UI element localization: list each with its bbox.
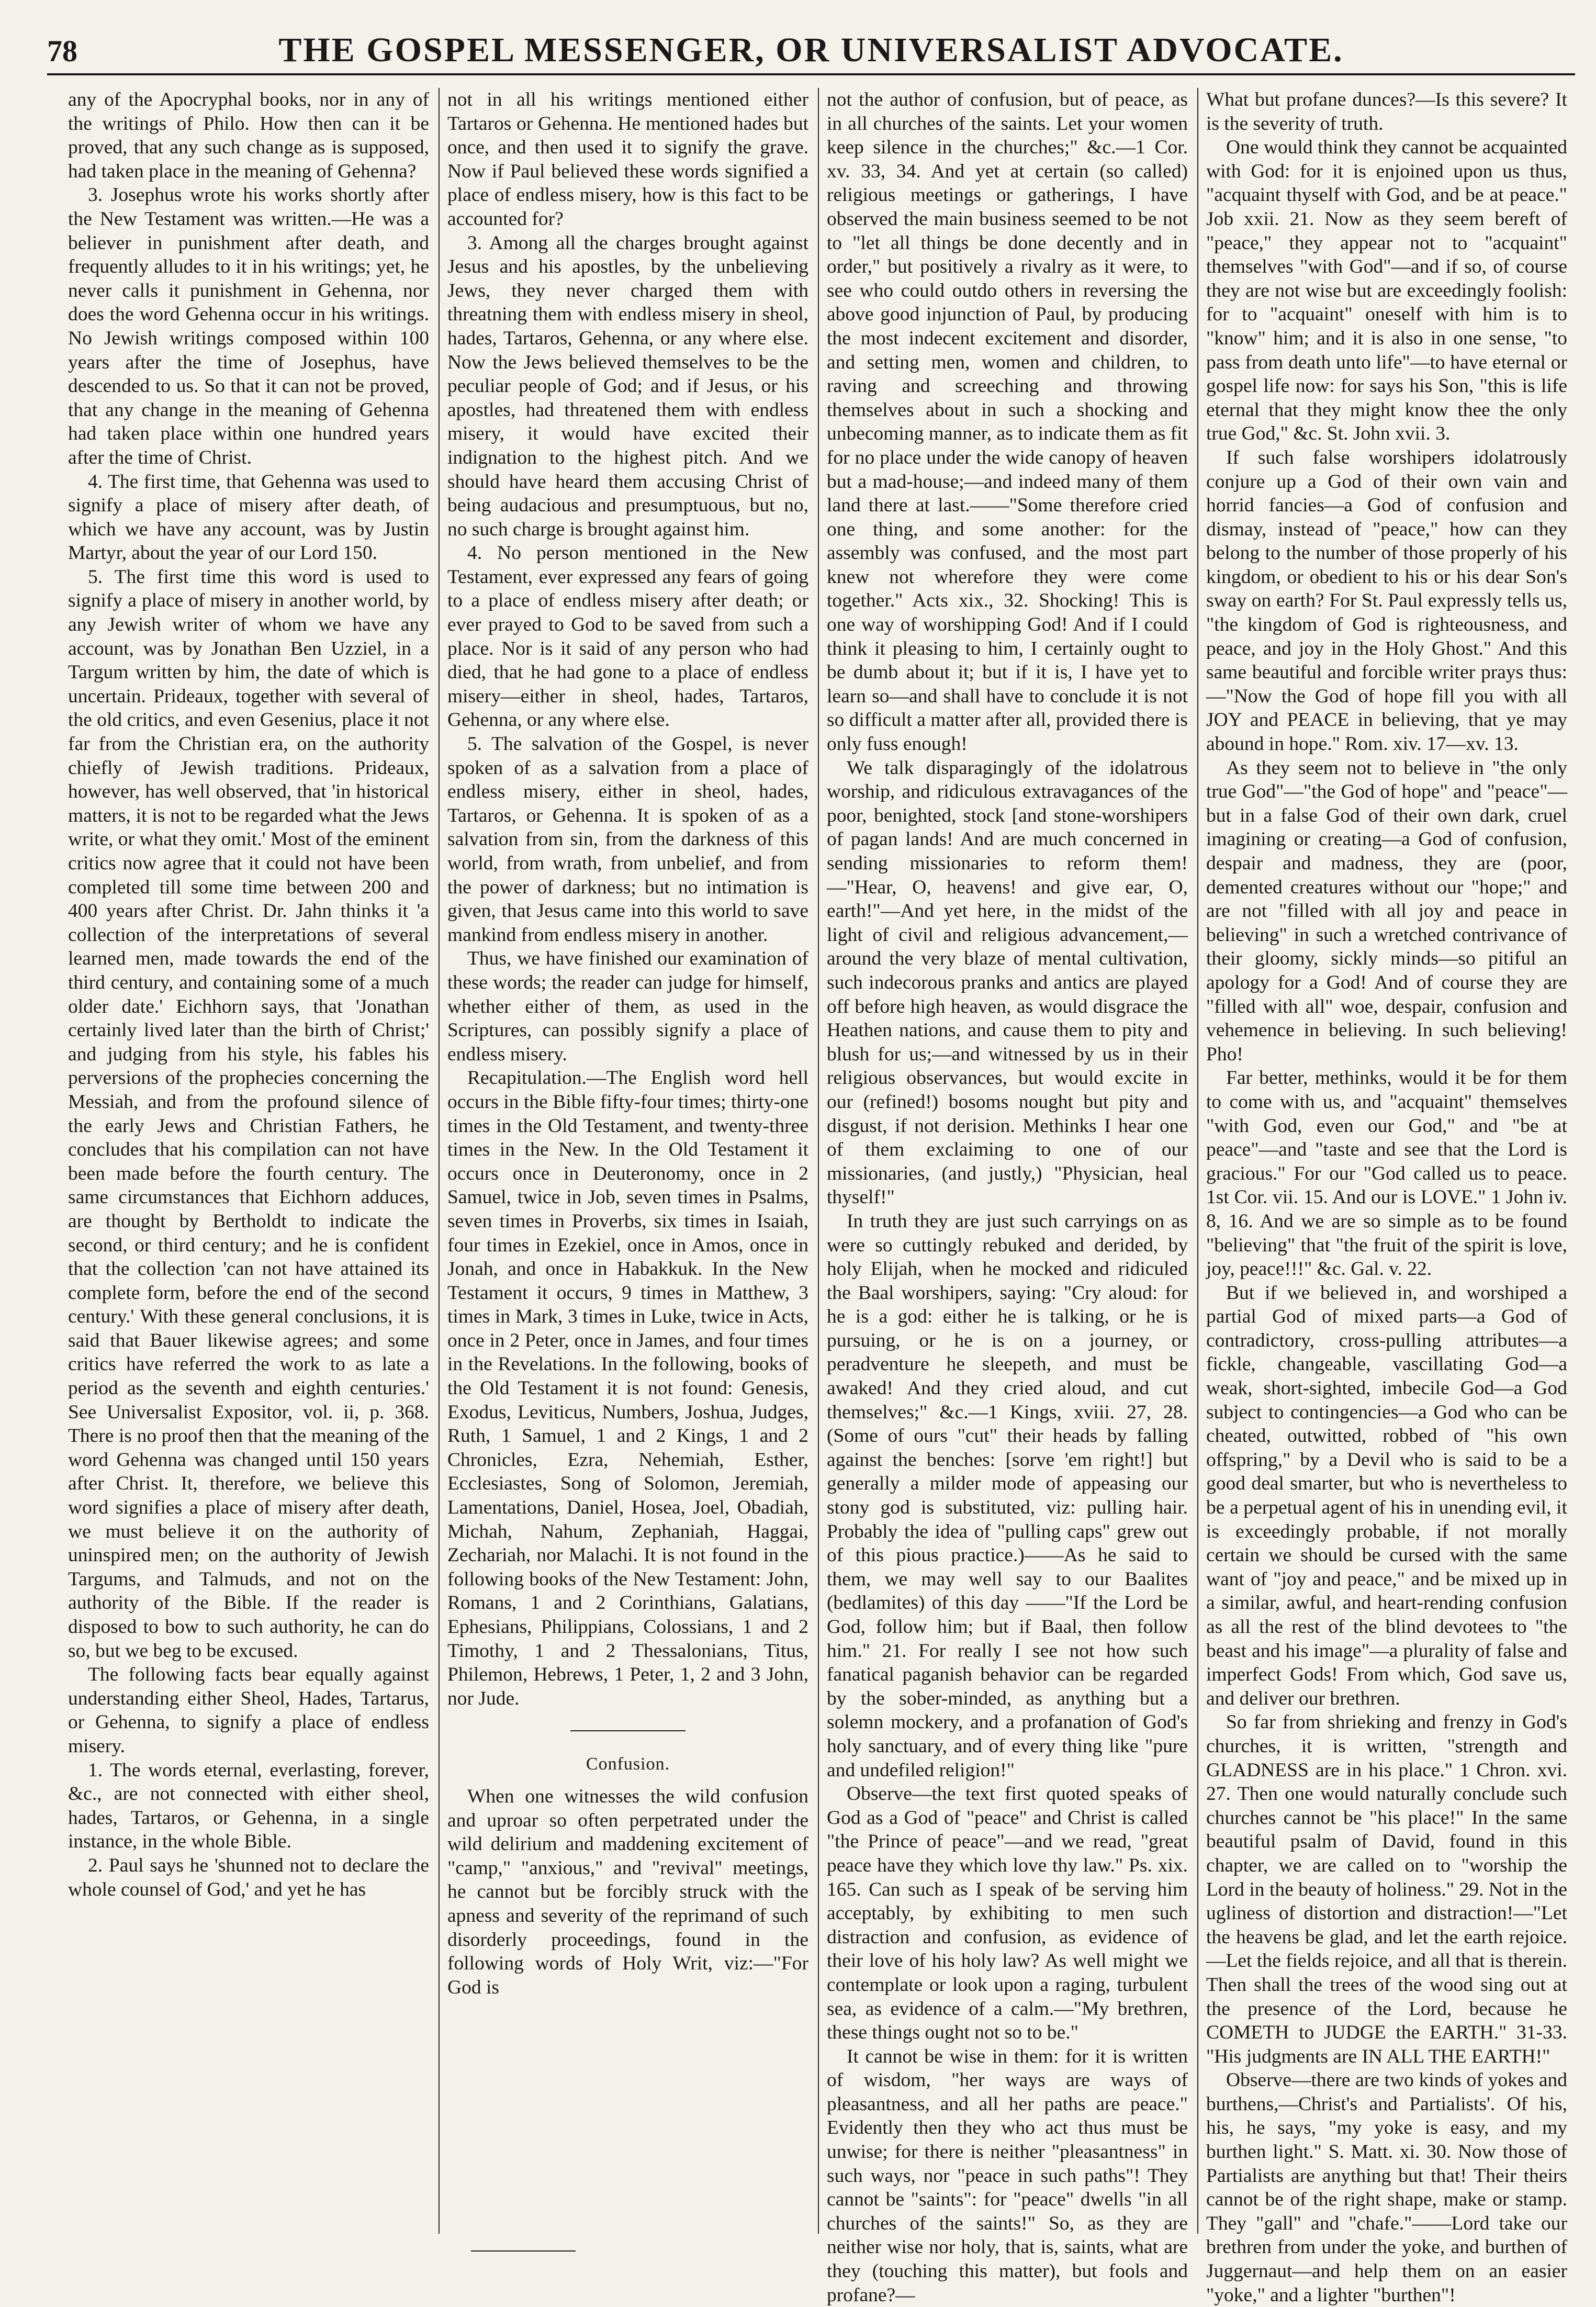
column-rule bbox=[439, 88, 440, 2234]
paragraph: Recapitulation.—The English word hell occurs in the Bible fifty-four times; thirty-one times in the Old Testament, and twenty-three times in the New. In the Old Testament it occurs once in Deuteronomy, once in 2 Samuel, twice in Job, seven times in Psalms, seven times in Proverbs, six times in Isaiah, four times in Ezekiel, once in Amos, once in Jonah, and once in Habakkuk. In the New Testament it occurs, 9 times in Matthew, 3 times in Mark, 3 times in Luke, twice in Acts, once in 2 Peter, once in James, and four times in the Revelations. In the following, books of the Old Testament it is not found: Genesis, Exodus, Leviticus, Numbers, Joshua, Judges, Ruth, 1 Samuel, 1 and 2 Kings, 1 and 2 Chronicles, Ezra, Nehemiah, Esther, Ecclesiastes, Song of Solomon, Jeremiah, Lamentations, Daniel, Hosea, Joel, Obadiah, Michah, Nahum, Zephaniah, Haggai, Zechariah, nor Malachi. It is not found in the following books of the New Testament: John, Romans, 1 and 2 Corinthians, Galatians, Ephesians, Philippians, Colossians, 1 and 2 Timothy, 1 and 2 Thessalonians, Titus, Philemon, Hebrews, 1 Peter, 1, 2 and 3 John, nor Jude. bbox=[447, 1067, 808, 1709]
column-2 bbox=[447, 88, 808, 2228]
page-header bbox=[47, 26, 1575, 75]
paragraph: 3. Among all the charges brought against Jesus and his apostles, by the unbelieving Jews, they never charged them with threatning them with endless misery in sheol, hades, Tartaros, Gehenna, or any where else. Now the Jews believed themselves to be the peculiar people of God; and if Jesus, or his apostles, had threatened them with endless misery, it would have excited their indignation to the highest pitch. And we should have heard them accusing Christ of being audacious and presumptuous, but no, no such charge is brought against him. bbox=[447, 232, 808, 540]
paragraph: It cannot be wise in them: for it is written of wisdom, "her ways are ways of pleasantness, and all her paths are peace." Evidently then they who act thus must be unwise; for there is neither "pleasantness" in such ways, nor "peace in such paths"! They cannot be "saints": for "peace" dwells "in all churches of the saints!" So, as they are neither wise nor holy, that is, saints, what are they (touching this matter), but fools and profane?— bbox=[827, 2045, 1188, 2306]
paragraph: 5. The first time this word is used to signify a place of misery in another world, by any Jewish writer of whom we have any account, was by Jonathan Ben Uzziel, in a Targum written by him, the date of which is uncertain. Prideaux, together with several of the old critics, and even Gesenius, place it not far from the Christian era, on the authority chiefly of Jewish traditions. Prideaux, however, has well observed, that 'in historical matters, it is not to be regarded what the Jews write, or what they omit.' Most of the eminent critics now agree that it could not have been completed till some time between 200 and 400 years after Christ. Dr. Jahn thinks it 'a collection of the interpretations of several learned men, made towards the end of the third century, and containing some of a much older date.' Eichhorn says, that 'Jonathan certainly lived later than the birth of Christ;' and judging from his style, his fables his perversions of the prophecies concerning the Messiah, and from the profound silence of the early Jews and Christian Fathers, he concludes that his compilation can not have been made before the fourth century. The same circumstances that Eichhorn adduces, are thought by Bertholdt to indicate the second, or third century; and he is confident that the collection 'can not have attained its complete form, before the end of the second century.' With these general conclusions, it is said that Bauer likewise agrees; and some critics have referred the work to as late a period as the seventh and eighth centuries.' See Universalist Expositor, vol. ii, p. 368. There is no proof then that the meaning of the word Gehenna was changed until 150 years after Christ. It, therefore, we believe this word signifies a place of misery after death, we must believe it on the authority of uninspired men; on the authority of Jewish Targums, and Talmuds, and not on the authority of the Bible. If the reader is disposed to bow to such authority, he can do so, but we beg to be excused. bbox=[68, 566, 429, 1662]
paragraph: 4. The first time, that Gehenna was used to signify a place of misery after death, of which we have any account, was by Justin Martyr, about the year of our Lord 150. bbox=[68, 471, 429, 564]
column-4 bbox=[1206, 88, 1567, 2306]
column-rule bbox=[1197, 88, 1198, 2234]
paragraph: 5. The salvation of the Gospel, is never spoken of as a salvation from a place of endless misery, either in sheol, hades, Tartaros, or Gehenna. It is spoken of as a salvation from sin, from the darkness of this world, from wrath, from unbelief, and from the power of darkness; but no intimation is given, that Jesus came into this world to save mankind from endless misery in another. bbox=[447, 733, 808, 946]
paragraph: In truth they are just such carryings on as were so cuttingly rebuked and derided, by holy Elijah, when he mocked and ridiculed the Baal worshipers, saying: "Cry aloud: for he is a god: either he is talking, or he is pursuing, or he is on a journey, or peradventure he sleepeth, and must be awaked! And they cried aloud, and cut themselves;" &c.—1 Kings, xviii. 27, 28. (Some of ours "cut" their heads by falling against the benches: [sorve 'em right!] but generally a milder mode of appeasing our stony god is substituted, viz: pulling hair. Probably the idea of "pulling caps" grew out of this pious practice.)——As he said to them, we may well say to our Baalites (bedlamites) of this day ——"If the Lord be God, follow him; but if Baal, then follow him." 21. For really I see not how such fanatical paganish behavior can be regarded by the sober-minded, as anything but a solemn mockery, and a profanation of God's holy sanctuary, and of every thing like "pure and undefiled religion!" bbox=[827, 1210, 1188, 1781]
page-number: 78 bbox=[47, 34, 77, 68]
paragraph: As they seem not to believe in "the only true God"—"the God of hope" and "peace"—but in a false God of their own dark, cruel imagining or creating—a God of confusion, despair and madness, they are (poor, demented creatures without our "hope;" and are not "filled with all joy and peace in believing" in such a wretched contrivance of their gloomy, sickly minds—so pitiful an apology for a God! And of course they are "filled with all" woe, despair, confusion and vehemence in believing. In such believing! Pho! bbox=[1206, 757, 1567, 1065]
paragraph: When one witnesses the wild confusion and uproar so often perpetrated under the wild delirium and maddening excitement of "camp," "anxious," and "revival" meetings, he cannot but be forcibly struck with the apness and severity of the reprimand of such disorderly proceedings, found in the following words of Holy Writ, viz:—"For God is bbox=[447, 1785, 808, 1998]
paragraph: The following facts bear equally against understanding either Sheol, Hades, Tartarus, or Gehenna, to signify a place of endless misery. bbox=[68, 1664, 429, 1757]
paragraph: 2. Paul says he 'shunned not to declare the whole counsel of God,' and yet he has bbox=[68, 1854, 429, 1900]
paragraph: But if we believed in, and worshiped a partial God of mixed parts—a God of contradictory, cross-pulling attributes—a fickle, changeable, vascillating God—a weak, short-sighted, imbecile God—a God subject to contingencies—a God who can be cheated, outwitted, robbed of "his own offspring," by a Devil who is said to be a good deal smarter, but who is nevertheless to be a perpetual agent of his in unending evil, it is exceedingly probable, if not morally certain we should be cursed with the same want of "joy and peace," and be mixed up in a similar, awful, and heart-rending confusion as all the rest of the blind devotees to "the beast and his image"—a plurality of false and imperfect Gods! From which, God save us, and deliver our brethren. bbox=[1206, 1282, 1567, 1709]
masthead-title: THE GOSPEL MESSENGER, OR UNIVERSALIST ADVOCATE. bbox=[278, 31, 1344, 69]
paragraph: So far from shrieking and frenzy in God's churches, it is written, "strength and GLADNESS are in his place." 1 Chron. xvi. 27. Then one would naturally conclude such churches cannot be "his place!" In the same beautiful psalm of David, found in this chapter, we are called on to "worship the Lord in the beauty of holiness." 29. Not in the ugliness of distortion and distraction!—"Let the heavens be glad, and let the earth rejoice.—Let the fields rejoice, and all that is therein. Then shall the trees of the wood sing out at the presence of the Lord, because he COMETH to JUDGE the EARTH." 31-33. "His judgments are IN ALL THE EARTH!" bbox=[1206, 1711, 1567, 2067]
paragraph: any of the Apocryphal books, nor in any of the writings of Philo. How then can it be proved, that any such change as is supposed, had taken place in the meaning of Gehenna? bbox=[68, 89, 429, 182]
paragraph: Thus, we have finished our examination of these words; the reader can judge for himself, whether either of them, as used in the Scriptures, can possibly signify a place of endless misery. bbox=[447, 948, 808, 1065]
paragraph: We talk disparagingly of the idolatrous worship, and ridiculous extravagances of the poor, benighted, stock [and stone-worshipers of pagan lands! And are much concerned in sending missionaries to reform them!—"Hear, O, heavens! and give ear, O, earth!"—And yet here, in the midst of the light of civil and religious advancement,—around the very blaze of mental cultivation, such indecorous pranks and antics are played off before high heaven, as would disgrace the Heathen nations, and cause them to pity and blush for us;—and witnessed by us in their religious observances, but would excite in our (refined!) bosoms nought but pity and disgust, if not derision. Methinks I hear one of them exclaiming to one of our missionaries, (and justly,) "Physician, heal thyself!" bbox=[827, 757, 1188, 1208]
footer-rule bbox=[471, 2250, 576, 2252]
paragraph: 3. Josephus wrote his works shortly after the New Testament was written.—He was a believer in punishment after death, and frequently alludes to it in his writings; yet, he never calls it punishment in Gehenna, nor does the word Gehenna occur in his writings. No Jewish writings composed within 100 years after the time of Josephus, have descended to us. So that it can not be proved, that any change in the meaning of Gehenna had taken place within one hundred years after the time of Christ. bbox=[68, 184, 429, 468]
paragraph: 1. The words eternal, everlasting, forever, &c., are not connected with either sheol, hades, Tartaros, or Gehenna, in a single instance, in the whole Bible. bbox=[68, 1759, 429, 1853]
paragraph: Observe—there are two kinds of yokes and burthens,—Christ's and Partialists'. Of his, his, he says, "my yoke is easy, and my burthen light." S. Matt. xi. 30. Now those of Partialists are anything but that! Their theirs cannot be of the right shape, make or stamp. They "gall" and "chafe."——Lord take our brethren from under the yoke, and burthen of Juggernaut—and help them on an easier "yoke," and a lighter "burthen"! bbox=[1206, 2069, 1567, 2306]
column-1 bbox=[68, 88, 429, 2228]
paragraph: Observe—the text first quoted speaks of God as a God of "peace" and Christ is called "the Prince of peace"—and we read, "great peace have they which love thy law." Ps. xix. 165. Can such as I speak of be serving him acceptably, by exhibiting to men such distraction and confusion, as evidence of their love of his holy law? As well might we contemplate or look upon a raging, turbulent sea, as evidence of a calm.—"My brethren, these things ought not so to be." bbox=[827, 1783, 1188, 2044]
paragraph: not the author of confusion, but of peace, as in all churches of the saints. Let your women keep silence in the churches;" &c.—1 Cor. xv. 33, 34. And yet at certain (so called) religious meetings or gatherings, I have observed the main business seemed to be not to "let all things be done decently and in order," but positively a rivalry as it were, to see who could outdo others in reversing the above good injunction of Paul, by producing the most indecent excitement and disorder, and setting men, women and children, to raving and screeching and throwing themselves about in such a shocking and unbecoming manner, as to indicate them as fit for no place under the wide canopy of heaven but a mad-house;—and indeed many of them land there at last.——"Some therefore cried one thing, and some another: for the assembly was confused, and the most part knew not wherefore they were come together." Acts xix., 32. Shocking! This is one way of worshipping God! And if I could think it pleasing to him, I certainly ought to be dumb about it; but if it is, I have yet to learn so—and shall have to conclude it is not so difficult a matter after all, provided there is only fuss enough! bbox=[827, 89, 1188, 755]
column-3 bbox=[827, 88, 1188, 2306]
section-heading: Confusion. bbox=[586, 1754, 670, 1774]
paragraph: One would think they cannot be acquainted with God: for it is enjoined upon us thus, "acquaint thyself with God, and be at peace." Job xxii. 21. Now as they seem bereft of "peace," they appear not to "acquaint" themselves "with God"—and if so, of course they are not wise but are exceedingly foolish: for to "acquaint" oneself with him is to "know" him; and it is also in one sense, "to pass from death unto life"—to have eternal or gospel life now: for says his Son, "this is life eternal that they might know thee the only true God," &c. St. John xvii. 3. bbox=[1206, 137, 1567, 445]
paragraph: not in all his writings mentioned either Tartaros or Gehenna. He mentioned hades but once, and then used it to signify the grave. Now if Paul believed these words signified a place of endless misery, how is this fact to be accounted for? bbox=[447, 89, 808, 230]
column-rule bbox=[818, 88, 819, 2234]
paragraph: If such false worshipers idolatrously conjure up a God of their own vain and horrid fancies—a God of confusion and dismay, instead of "peace," how can they belong to the number of those properly of his kingdom, or obedient to his or his dear Son's sway on earth? For St. Paul expressly tells us, "the kingdom of God is righteousness, and peace, and joy in the Holy Ghost." And this same beautiful and forcible writer prays thus:—"Now the God of hope fill you with all JOY and PEACE in believing, that ye may abound in hope." Rom. xiv. 17—xv. 13. bbox=[1206, 446, 1567, 755]
section-divider bbox=[570, 1730, 685, 1731]
paragraph: Far better, methinks, would it be for them to come with us, and "acquaint" themselves "with God, even our God," and "be at peace"—and "taste and see that the Lord is gracious." For our "God called us to peace. 1st Cor. vii. 15. And our is LOVE." 1 John iv. 8, 16. And we are so simple as to be found "believing" that "the fruit of the spirit is love, joy, peace!!!" &c. Gal. v. 22. bbox=[1206, 1067, 1567, 1280]
paragraph: What but profane dunces?—Is this severe? It is the severity of truth. bbox=[1206, 89, 1567, 135]
paragraph: 4. No person mentioned in the New Testament, ever expressed any fears of going to a place of endless misery after death; or ever prayed to God to be saved from such a place. Nor is it said of any person who had died, that he had gone to a place of endless misery—either in sheol, hades, Tartaros, Gehenna, or any where else. bbox=[447, 542, 808, 731]
